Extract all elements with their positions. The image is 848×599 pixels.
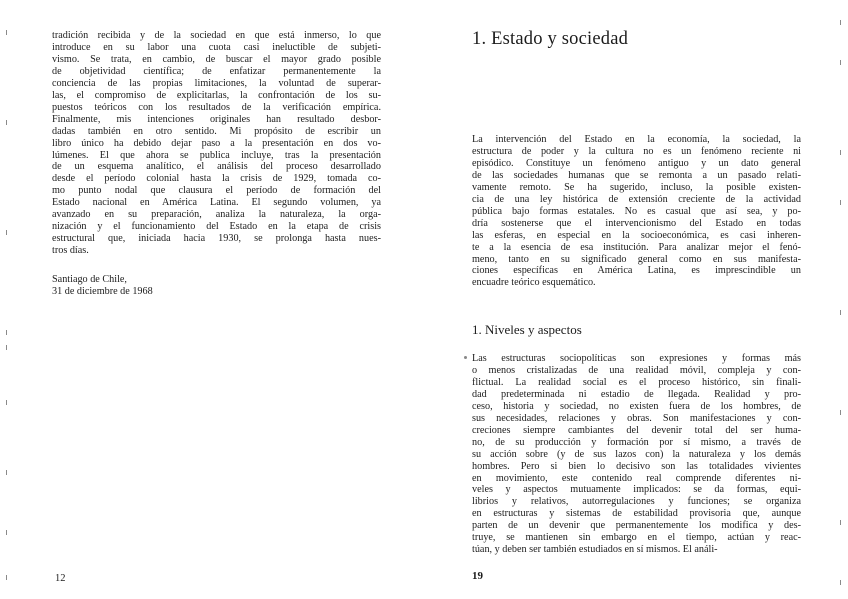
edge-tick-mark bbox=[6, 330, 7, 335]
text-line: vismo. Se trata, en cambio, de buscar el mayor grado posible bbox=[52, 53, 381, 65]
text-line: estructura de poder y la cultura no es un fenómeno reciente ni bbox=[472, 145, 801, 157]
text-line: librios y relativos, autorregulaciones y funciones; se organiza bbox=[472, 496, 801, 508]
edge-tick-mark bbox=[6, 575, 7, 580]
text-line: libro único ha debido dejar paso a la presentación en dos vo- bbox=[52, 137, 381, 149]
right-page bbox=[424, 0, 848, 599]
edge-tick-mark bbox=[6, 470, 7, 475]
text-line: creciones siempre cambiantes del devenir total del ser huma- bbox=[472, 424, 801, 436]
edge-tick-mark bbox=[6, 30, 7, 35]
text-line: hombres. Pero si bien lo decisivo son las totalidades vivientes bbox=[472, 460, 801, 472]
text-line: dadas también en otro sentido. Mi propósito de escribir un bbox=[52, 125, 381, 137]
text-line: nización y el funcionamiento del Estado en la etapa de crisis bbox=[52, 221, 381, 233]
text-line: veles y aspectos mutuamente implicados: se da formas, equi- bbox=[472, 484, 801, 496]
text-line: cia de una ley histórica de extensión creciente de la actividad bbox=[472, 193, 801, 205]
gutter-speck bbox=[464, 356, 467, 359]
text-line: de un esquema analítico, el análisis del proceso desarrollado bbox=[52, 161, 381, 173]
text-line: dad predeterminada ni estadio de llegada. Realidad y pro- bbox=[472, 388, 801, 400]
edge-tick-mark bbox=[840, 410, 841, 415]
text-line: meno, tanto en su significado general como en sus manifesta- bbox=[472, 253, 801, 265]
text-line: túan, y deben ser también estudiados en sí mismos. El análi- bbox=[472, 544, 718, 556]
text-line: estructural que, iniciada hacia 1930, se prolonga hasta nues- bbox=[52, 233, 381, 245]
edge-tick-mark bbox=[840, 150, 841, 155]
text-line: parten de un devenir que permanentemente los modifica y des- bbox=[472, 520, 801, 532]
text-line: flictual. La realidad social es el proceso histórico, sin finali- bbox=[472, 376, 801, 388]
text-line: tradición recibida y de la sociedad en que está inmerso, lo que bbox=[52, 30, 381, 41]
edge-tick-mark bbox=[6, 400, 7, 405]
text-line: Finalmente, mis intenciones originales han resultado desbor- bbox=[52, 113, 381, 125]
text-line: lúmenes. El que ahora se publica incluye, tras la presentación bbox=[52, 149, 381, 161]
section-heading: 1. Niveles y aspectos bbox=[472, 322, 582, 337]
text-line: te a la esencia de esa institución. Para analizar mejor el fenó- bbox=[472, 241, 801, 253]
text-line: conciencia de las propias limitaciones, la voluntad de superar- bbox=[52, 77, 381, 89]
text-line: ciones específicas en América Latina, es imprescindible un bbox=[472, 265, 801, 277]
text-line: Santiago de Chile, bbox=[52, 274, 127, 285]
text-line: La intervención del Estado en la economía, la sociedad, la bbox=[472, 134, 801, 145]
page-edge-marks bbox=[838, 0, 844, 599]
text-line: episódico. Constituye un fenómeno antiguo y un dato general bbox=[472, 157, 801, 169]
text-line: truye, se mantienen sin embargo en el tiempo, actúan y reac- bbox=[472, 532, 801, 544]
text-line: mo punto nodal que clausura el período de formación del bbox=[52, 185, 381, 197]
text-line: en movimiento, este contenido real comprende diferentes ni- bbox=[472, 472, 801, 484]
chapter-intro-paragraph bbox=[472, 134, 801, 289]
preface-closing-text bbox=[52, 30, 381, 257]
text-line: en estructuras y sistemas de estabilidad provisoria que, aunque bbox=[472, 508, 801, 520]
text-line: tros días. bbox=[52, 245, 89, 257]
binding-edge-marks bbox=[4, 0, 10, 599]
page-number-left: 12 bbox=[55, 573, 66, 584]
text-line: las, el compromiso de explicitarlas, la confrontación de los su- bbox=[52, 89, 381, 101]
edge-tick-mark bbox=[840, 520, 841, 525]
text-line: de objetividad científica; de enfatizar permanentemente la bbox=[52, 65, 381, 77]
text-line: ceso, historia y sociedad, no existen fuera de los hombres, de bbox=[472, 400, 801, 412]
text-line: desde el período colonial hasta la crisis de 1929, tomada co- bbox=[52, 173, 381, 185]
edge-tick-mark bbox=[840, 310, 841, 315]
text-line: vamente remoto. Se ha sugerido, incluso, la posible existen- bbox=[472, 181, 801, 193]
text-line: pública bajo formas estatales. No es casual que así sea, y po- bbox=[472, 205, 801, 217]
text-line: 31 de diciembre de 1968 bbox=[52, 285, 153, 297]
text-line: su acción sobre (y de sus lazos con) la naturaleza y los demás bbox=[472, 448, 801, 460]
text-line: avanzado en su preparación, analiza la naturaleza, la orga- bbox=[52, 209, 381, 221]
text-line: dría sostenerse que el intervencionismo del Estado en todas bbox=[472, 217, 801, 229]
section-body-paragraph bbox=[472, 353, 801, 556]
page-number-right: 19 bbox=[472, 570, 483, 582]
text-line: introduce en su labor una cuota casi ineluctible de subjeti- bbox=[52, 41, 381, 53]
chapter-title: 1. Estado y sociedad bbox=[472, 29, 629, 49]
edge-tick-mark bbox=[840, 200, 841, 205]
text-line: sus necesidades, relaciones y obras. Son manifestaciones y con- bbox=[472, 412, 801, 424]
text-line: Las estructuras sociopolíticas son expresiones y formas más bbox=[472, 353, 801, 364]
text-line: de las sociedades humanas que se remonta a un pasado relati- bbox=[472, 169, 801, 181]
edge-tick-mark bbox=[6, 120, 7, 125]
text-line: puestos teóricos con los resultados de la verificación empírica. bbox=[52, 101, 381, 113]
place-and-date-signature bbox=[52, 274, 252, 298]
edge-tick-mark bbox=[6, 530, 7, 535]
text-line: las esferas, en especial en la socioeconómica, es casi inheren- bbox=[472, 229, 801, 241]
edge-tick-mark bbox=[6, 345, 7, 350]
edge-tick-mark bbox=[840, 60, 841, 65]
edge-tick-mark bbox=[840, 20, 841, 25]
text-line: Estado nacional en América Latina. El segundo volumen, ya bbox=[52, 197, 381, 209]
text-line: no, de su producción y formación por sí mismo, a través de bbox=[472, 436, 801, 448]
text-line: o menos cristalizadas de una realidad móvil, compleja y con- bbox=[472, 364, 801, 376]
text-line: encuadre teórico esquemático. bbox=[472, 277, 596, 289]
edge-tick-mark bbox=[840, 580, 841, 585]
edge-tick-mark bbox=[6, 230, 7, 235]
